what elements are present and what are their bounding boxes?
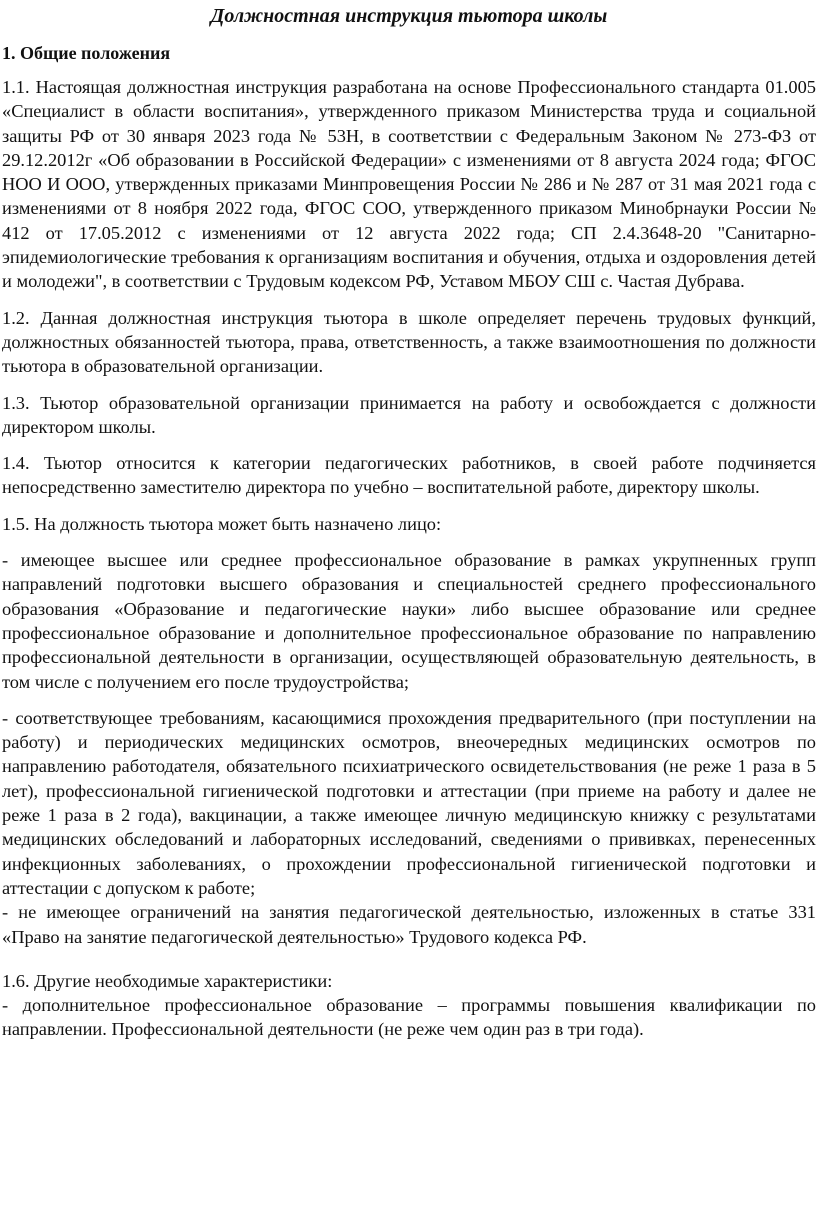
list-item-restrictions: - не имеющее ограничений на занятия педагогической деятельностью, изложенных в статье 331 «Право на занятие педагогической деятельностью» Трудового кодекса РФ. xyxy=(2,902,816,947)
paragraph-1-5: 1.5. На должность тьютора может быть назначено лицо: xyxy=(2,513,442,534)
paragraph-1-4: 1.4. Тьютор относится к категории педагогических работников, в своей работе подчиняется непосредственно заместителю директора по учебно – воспитательной работе, директору школы. xyxy=(2,453,816,498)
list-item-education: - имеющее высшее или среднее профессиональное образование в рамках укрупненных групп направлений подготовки высшего образования и специальностей среднего профессионального образования «Образование и педагогические науки» либо высшее образование или среднее профессиональное образование и дополнительное профессиональное образование по направлению профессиональной деятельности в организации, осуществляющей образовательную деятельность, в том числе с получением его после трудоустройства; xyxy=(2,550,816,692)
document-title: Должностная инструкция тьютора школы xyxy=(210,5,608,27)
paragraph-1-1: 1.1. Настоящая должностная инструкция разработана на основе Профессионального стандарта 01.005 «Специалист в области воспитания», утвержденного приказом Министерства труда и социальной защиты РФ от 30 января 2023 года № 53Н, в соответствии с Федеральным Законом № 273-ФЗ от 29.12.2012г «Об образовании в Российской Федерации» с изменениями от 8 августа 2024 года; ФГОС НОО И ООО, утвержденных приказами Минпровещения России № 286 и № 287 от 31 мая 2021 года с изменениями от 8 ноября 2022 года, ФГОС СОО, утвержденного приказом Минобрнауки России № 412 от 17.05.2012 с изменениями от 12 августа 2022 года; СП 2.4.3648-20 "Санитарно-эпидемиологические требования к организациям воспитания и обучения, отдыха и оздоровления детей и молодежи", в соответствии с Трудовым кодексом РФ, Уставом МБОУ СШ с. Частая Дубрава. xyxy=(2,77,816,292)
paragraph-1-6: 1.6. Другие необходимые характеристики: xyxy=(2,970,333,991)
paragraph-1-3: 1.3. Тьютор образовательной организации принимается на работу и освобождается с должности директором школы. xyxy=(2,392,816,437)
list-item-medical: - соответствующее требованиям, касающимися прохождения предварительного (при поступлении на работу) и периодических медицинских осмотров, внеочередных медицинских осмотров по направлению работодателя, обязательного психиатрического освидетельствования (не реже 1 раза в 5 лет), профессиональной гигиенической подготовки и аттестации (при приеме на работу и далее не реже 1 раза в 2 года), вакцинации, а также имеющее личную медицинскую книжку с результатами медицинских обследований и лабораторных исследований, сведениями о прививках, перенесенных инфекционных заболеваниях, о прохождении профессиональной гигиенической подготовки и аттестации с допуском к работе; xyxy=(2,707,816,898)
list-item-additional-education: - дополнительное профессиональное образование – программы повышения квалификации по направлении. Профессиональной деятельности (не реже чем один раз в три года). xyxy=(2,995,816,1040)
section-heading-general: 1. Общие положения xyxy=(2,43,171,63)
paragraph-1-2: 1.2. Данная должностная инструкция тьютора в школе определяет перечень трудовых функций, должностных обязанностей тьютора, права, ответственность, а также взаимоотношения по должности тьютора в образовательной организации. xyxy=(2,307,816,377)
